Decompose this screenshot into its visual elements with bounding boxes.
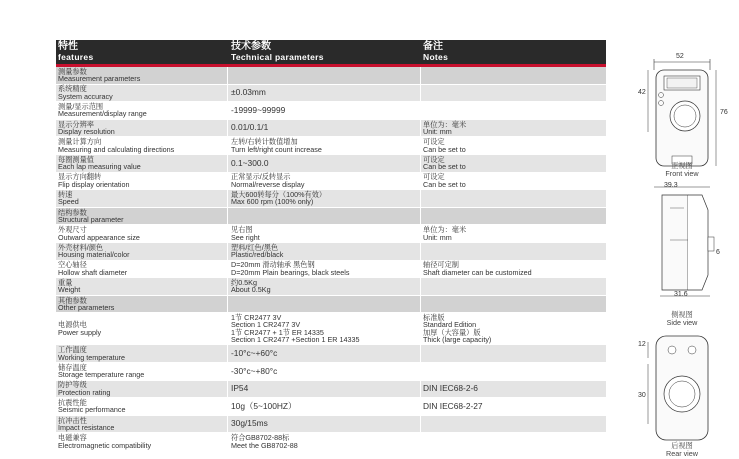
technical-cell — [231, 102, 419, 119]
notes-cell — [423, 278, 606, 295]
feature-cell-f_cn: 电磁兼容 — [58, 433, 87, 443]
notes-cell — [423, 243, 606, 260]
table-row — [56, 416, 606, 434]
feature-cell-f_en: Flip display orientation — [58, 179, 130, 189]
technical-cell-t2: Meet the GB8702-88 — [231, 440, 298, 450]
feature-cell-f_en: Display resolution — [58, 127, 115, 137]
notes-cell-n2: Can be set to — [423, 162, 466, 172]
notes-cell-n1: DIN IEC68-2-6 — [423, 383, 478, 394]
feature-cell-f_cn: 外壳材料/颜色 — [58, 242, 104, 252]
technical-cell — [231, 433, 419, 450]
table-row — [56, 67, 606, 85]
notes-cell — [423, 313, 606, 344]
technical-cell-t1: 最大600转每分（100%有效） — [231, 190, 327, 200]
rear-center-label: 30 — [638, 392, 646, 399]
notes-cell-n2: Can be set to — [423, 144, 466, 154]
notes-cell-n2: Standard Edition — [423, 320, 477, 330]
notes-cell — [423, 363, 606, 380]
notes-cell — [423, 67, 606, 84]
feature-cell — [58, 433, 226, 450]
technical-cell-t1: D=20mm 滑动轴承 黑色钢 — [231, 260, 315, 270]
features-header-cn: 特性 — [58, 41, 78, 52]
technical-cell — [231, 313, 419, 344]
side-view-caption — [656, 311, 708, 327]
rear-view-caption-en: Rear view — [666, 449, 698, 458]
technical-header-cn: 技术参数 — [231, 41, 271, 52]
feature-cell-f_en: Hollow shaft diameter — [58, 267, 128, 277]
notes-cell — [423, 137, 606, 154]
feature-cell-f_cn: 测量计算方向 — [58, 137, 102, 147]
technical-cell-t1: 0.1~300.0 — [231, 157, 269, 168]
technical-cell — [231, 363, 419, 380]
table-row — [56, 363, 606, 381]
column-divider — [227, 345, 228, 362]
notes-cell-n2: Unit: mm — [423, 127, 452, 137]
front-width-label: 52 — [676, 53, 684, 60]
notes-cell — [423, 345, 606, 362]
technical-cell — [231, 381, 419, 398]
feature-cell-f_cn: 空心轴径 — [58, 260, 87, 270]
feature-cell — [58, 261, 226, 278]
technical-cell-t1: 1节 CR2477 3V — [231, 313, 282, 322]
column-divider — [227, 261, 228, 278]
feature-cell — [58, 173, 226, 190]
column-divider — [420, 137, 421, 154]
rear-view-drawing — [612, 328, 739, 459]
notes-cell-n1: 单位为：毫米 — [423, 119, 467, 129]
column-divider — [420, 155, 421, 172]
table-row — [56, 208, 606, 226]
feature-cell — [58, 190, 226, 207]
front-view-caption-cn: 正视图 — [671, 161, 693, 170]
side-shaft-label: 6 — [716, 249, 720, 256]
technical-cell — [231, 278, 419, 295]
rear-view-caption — [656, 442, 708, 458]
column-divider — [420, 278, 421, 295]
feature-cell-f_cn: 结构参数 — [58, 207, 87, 217]
table-row — [56, 433, 606, 451]
column-divider — [227, 381, 228, 398]
technical-cell-t2: Normal/reverse display — [231, 179, 305, 189]
technical-cell — [231, 345, 419, 362]
column-divider — [227, 243, 228, 260]
notes-cell — [423, 120, 606, 137]
column-divider — [420, 433, 421, 450]
table-row — [56, 398, 606, 416]
technical-cell — [231, 137, 419, 154]
technical-cell-t2: D=20mm Plain bearings, black steels — [231, 267, 350, 277]
column-divider — [227, 137, 228, 154]
column-divider — [420, 296, 421, 313]
feature-cell — [58, 155, 226, 172]
feature-cell — [58, 363, 226, 380]
technical-cell-t3: 1节 CR2477 + 1节 ER 14335 — [231, 327, 324, 337]
column-divider — [227, 363, 228, 380]
column-divider — [227, 416, 228, 433]
technical-cell — [231, 225, 419, 242]
spec-table — [56, 40, 606, 451]
notes-header-en: Notes — [423, 52, 449, 62]
feature-cell — [58, 137, 226, 154]
feature-cell-f_en: Electromagnetic compatibility — [58, 440, 152, 450]
feature-cell-f_cn: 每圈测量值 — [58, 154, 94, 164]
table-row — [56, 243, 606, 261]
feature-cell-f_en: Outward appearance size — [58, 232, 140, 242]
notes-cell — [423, 261, 606, 278]
feature-cell-f_en: Storage temperature range — [58, 370, 145, 380]
technical-cell — [231, 67, 419, 84]
feature-cell-f_cn: 转速 — [58, 190, 73, 200]
feature-cell — [58, 120, 226, 137]
table-row — [56, 102, 606, 120]
technical-cell-t1: 0.01/0.1/1 — [231, 122, 269, 133]
feature-cell-f_en: Impact resistance — [58, 422, 115, 432]
technical-header-en: Technical parameters — [231, 52, 324, 62]
technical-cell-t2: About 0.5Kg — [231, 285, 271, 295]
column-divider — [420, 102, 421, 119]
technical-header — [231, 42, 324, 62]
feature-cell-f_cn: 其他参数 — [58, 295, 87, 305]
column-divider — [420, 261, 421, 278]
feature-cell-f_cn: 重量 — [58, 278, 73, 288]
feature-cell-f_cn: 测量参数 — [58, 66, 87, 76]
feature-cell-f_en: Measurement/display range — [58, 109, 147, 119]
notes-header — [423, 42, 448, 62]
feature-cell-f_cn: 抗冲击性 — [58, 415, 87, 425]
side-view-caption-cn: 侧视图 — [671, 310, 693, 319]
column-divider — [227, 102, 228, 119]
feature-cell-f_cn: 显示分辨率 — [58, 119, 94, 129]
notes-cell — [423, 381, 606, 398]
feature-cell-f_en: Seismic performance — [58, 405, 126, 415]
technical-cell — [231, 398, 419, 415]
notes-cell-n3: 加厚（大容量）版 — [423, 327, 481, 337]
feature-cell-f_en: Each lap measuring value — [58, 162, 141, 172]
feature-cell — [58, 225, 226, 242]
column-divider — [420, 363, 421, 380]
column-divider — [420, 398, 421, 415]
feature-cell-f_cn: 抗震性能 — [58, 397, 87, 407]
notes-cell — [423, 190, 606, 207]
column-divider — [227, 173, 228, 190]
feature-cell — [58, 345, 226, 362]
notes-cell-n1: 标准版 — [423, 313, 445, 322]
feature-cell-f_en: Other parameters — [58, 303, 115, 313]
table-header — [56, 40, 606, 67]
notes-cell-n2: Can be set to — [423, 179, 466, 189]
column-divider — [420, 416, 421, 433]
feature-cell — [58, 243, 226, 260]
feature-cell-f_cn: 防护等级 — [58, 380, 87, 390]
notes-cell — [423, 225, 606, 242]
technical-cell-t2: Max 600 rpm (100% only) — [231, 197, 314, 207]
technical-cell — [231, 208, 419, 225]
technical-cell — [231, 85, 419, 102]
table-row — [56, 345, 606, 363]
feature-cell — [58, 208, 226, 225]
technical-cell-t1: -10°c~+60°c — [231, 347, 278, 358]
column-divider — [420, 173, 421, 190]
feature-cell-f_cn: 外观尺寸 — [58, 225, 87, 235]
technical-cell-t1: 塑料/红色/黑色 — [231, 242, 279, 252]
column-divider — [227, 296, 228, 313]
column-divider — [227, 67, 228, 84]
notes-cell-n1: 可设定 — [423, 154, 445, 164]
table-row — [56, 173, 606, 191]
feature-cell — [58, 398, 226, 415]
feature-cell-f_en: System accuracy — [58, 91, 113, 101]
table-row — [56, 381, 606, 399]
technical-cell-t1: 约0.5Kg — [231, 278, 257, 288]
feature-cell — [58, 296, 226, 313]
technical-cell — [231, 243, 419, 260]
feature-cell-f_en: Speed — [58, 197, 79, 207]
notes-cell-n1: 轴径可定制 — [423, 260, 459, 270]
front-height-partial-label: 42 — [638, 89, 646, 96]
technical-cell-t2: Turn left/right count increase — [231, 144, 322, 154]
technical-cell-t1: 左转/右转计数值增加 — [231, 137, 298, 147]
technical-cell-t1: 10g（5~100HZ） — [231, 400, 297, 411]
feature-cell — [58, 102, 226, 119]
technical-cell-t1: 见右图 — [231, 225, 253, 235]
notes-cell — [423, 102, 606, 119]
feature-cell — [58, 416, 226, 433]
table-body — [56, 67, 606, 451]
column-divider — [227, 313, 228, 344]
feature-cell — [58, 85, 226, 102]
column-divider — [227, 190, 228, 207]
notes-cell — [423, 416, 606, 433]
table-row — [56, 261, 606, 279]
notes-cell — [423, 155, 606, 172]
feature-cell-f_en: Structural parameter — [58, 215, 124, 225]
notes-header-cn: 备注 — [423, 41, 443, 52]
table-row — [56, 190, 606, 208]
notes-cell-n1: 可设定 — [423, 137, 445, 147]
rear-top-label: 12 — [638, 341, 646, 348]
feature-cell-f_en: Measurement parameters — [58, 74, 141, 84]
technical-cell — [231, 120, 419, 137]
technical-cell-t1: -30°c~+80°c — [231, 365, 278, 376]
column-divider — [420, 313, 421, 344]
technical-cell-t1: IP54 — [231, 383, 249, 394]
rear-view-caption-cn: 后视图 — [671, 441, 693, 450]
technical-cell — [231, 173, 419, 190]
front-view-caption — [656, 162, 708, 178]
features-header-en: features — [58, 52, 94, 62]
technical-cell-t4: Section 1 CR2477 +Section 1 ER 14335 — [231, 335, 360, 345]
notes-cell-n1: 单位为：毫米 — [423, 225, 467, 235]
notes-cell — [423, 208, 606, 225]
notes-cell — [423, 85, 606, 102]
table-row — [56, 85, 606, 103]
technical-cell-t1: 符合GB8702-88标 — [231, 433, 290, 443]
feature-cell — [58, 313, 226, 344]
feature-cell-f_en: Weight — [58, 285, 81, 295]
technical-cell-t2: Plastic/red/black — [231, 250, 284, 260]
feature-cell-f_en: Power supply — [58, 327, 102, 337]
feature-cell-f_en: Working temperature — [58, 352, 125, 362]
column-divider — [420, 225, 421, 242]
table-row — [56, 155, 606, 173]
feature-cell — [58, 381, 226, 398]
feature-cell-f_en: Housing material/color — [58, 250, 130, 260]
technical-cell-t1: 正常显示/反转显示 — [231, 172, 291, 182]
features-header — [58, 42, 93, 62]
technical-cell — [231, 416, 419, 433]
feature-cell-f_en: Measuring and calculating directions — [58, 144, 175, 154]
front-height-label: 76 — [720, 109, 728, 116]
side-base-label: 31.6 — [674, 291, 688, 298]
side-depth-label: 39.3 — [664, 182, 678, 189]
column-divider — [227, 85, 228, 102]
feature-cell-f_cn: 系统精度 — [58, 84, 87, 94]
notes-cell-n1: DIN IEC68-2-27 — [423, 400, 483, 411]
side-view-caption-en: Side view — [666, 318, 698, 327]
column-divider — [227, 208, 228, 225]
technical-cell — [231, 155, 419, 172]
dimension-drawings — [612, 40, 739, 459]
technical-cell — [231, 296, 419, 313]
table-row — [56, 137, 606, 155]
column-divider — [227, 225, 228, 242]
notes-cell-n1: 可设定 — [423, 172, 445, 182]
column-divider — [420, 345, 421, 362]
notes-cell — [423, 296, 606, 313]
technical-cell — [231, 261, 419, 278]
column-divider — [420, 85, 421, 102]
column-divider — [227, 433, 228, 450]
column-divider — [227, 120, 228, 137]
notes-cell — [423, 398, 606, 415]
column-divider — [420, 381, 421, 398]
column-divider — [420, 190, 421, 207]
technical-cell-t1: 30g/15ms — [231, 418, 268, 429]
technical-cell — [231, 190, 419, 207]
feature-cell — [58, 278, 226, 295]
column-divider — [227, 398, 228, 415]
notes-cell-n4: Thick (large capacity) — [423, 335, 492, 345]
feature-cell-f_cn: 测量/显示范围 — [58, 102, 104, 112]
notes-cell-n2: Shaft diameter can be customized — [423, 267, 532, 277]
feature-cell-f_cn: 储存温度 — [58, 362, 87, 372]
column-divider — [420, 67, 421, 84]
column-divider — [420, 208, 421, 225]
feature-cell-f_cn: 工作温度 — [58, 345, 87, 355]
table-row — [56, 120, 606, 138]
table-row — [56, 296, 606, 314]
column-divider — [420, 243, 421, 260]
technical-cell-t1: ±0.03mm — [231, 87, 266, 98]
column-divider — [227, 155, 228, 172]
feature-cell — [58, 67, 226, 84]
feature-cell-f_cn: 显示方向翻转 — [58, 172, 102, 182]
front-view-caption-en: Front view — [665, 169, 699, 178]
technical-cell-t2: Section 1 CR2477 3V — [231, 320, 301, 330]
column-divider — [420, 120, 421, 137]
table-row — [56, 225, 606, 243]
feature-cell-f_en: Protection rating — [58, 387, 111, 397]
table-row — [56, 278, 606, 296]
notes-cell — [423, 433, 606, 450]
notes-cell-n2: Unit: mm — [423, 232, 452, 242]
technical-cell-t1: -19999~99999 — [231, 104, 286, 115]
notes-cell — [423, 173, 606, 190]
column-divider — [227, 278, 228, 295]
technical-cell-t2: See right — [231, 232, 260, 242]
table-row — [56, 313, 606, 345]
feature-cell-f_cn: 电源供电 — [58, 320, 87, 330]
